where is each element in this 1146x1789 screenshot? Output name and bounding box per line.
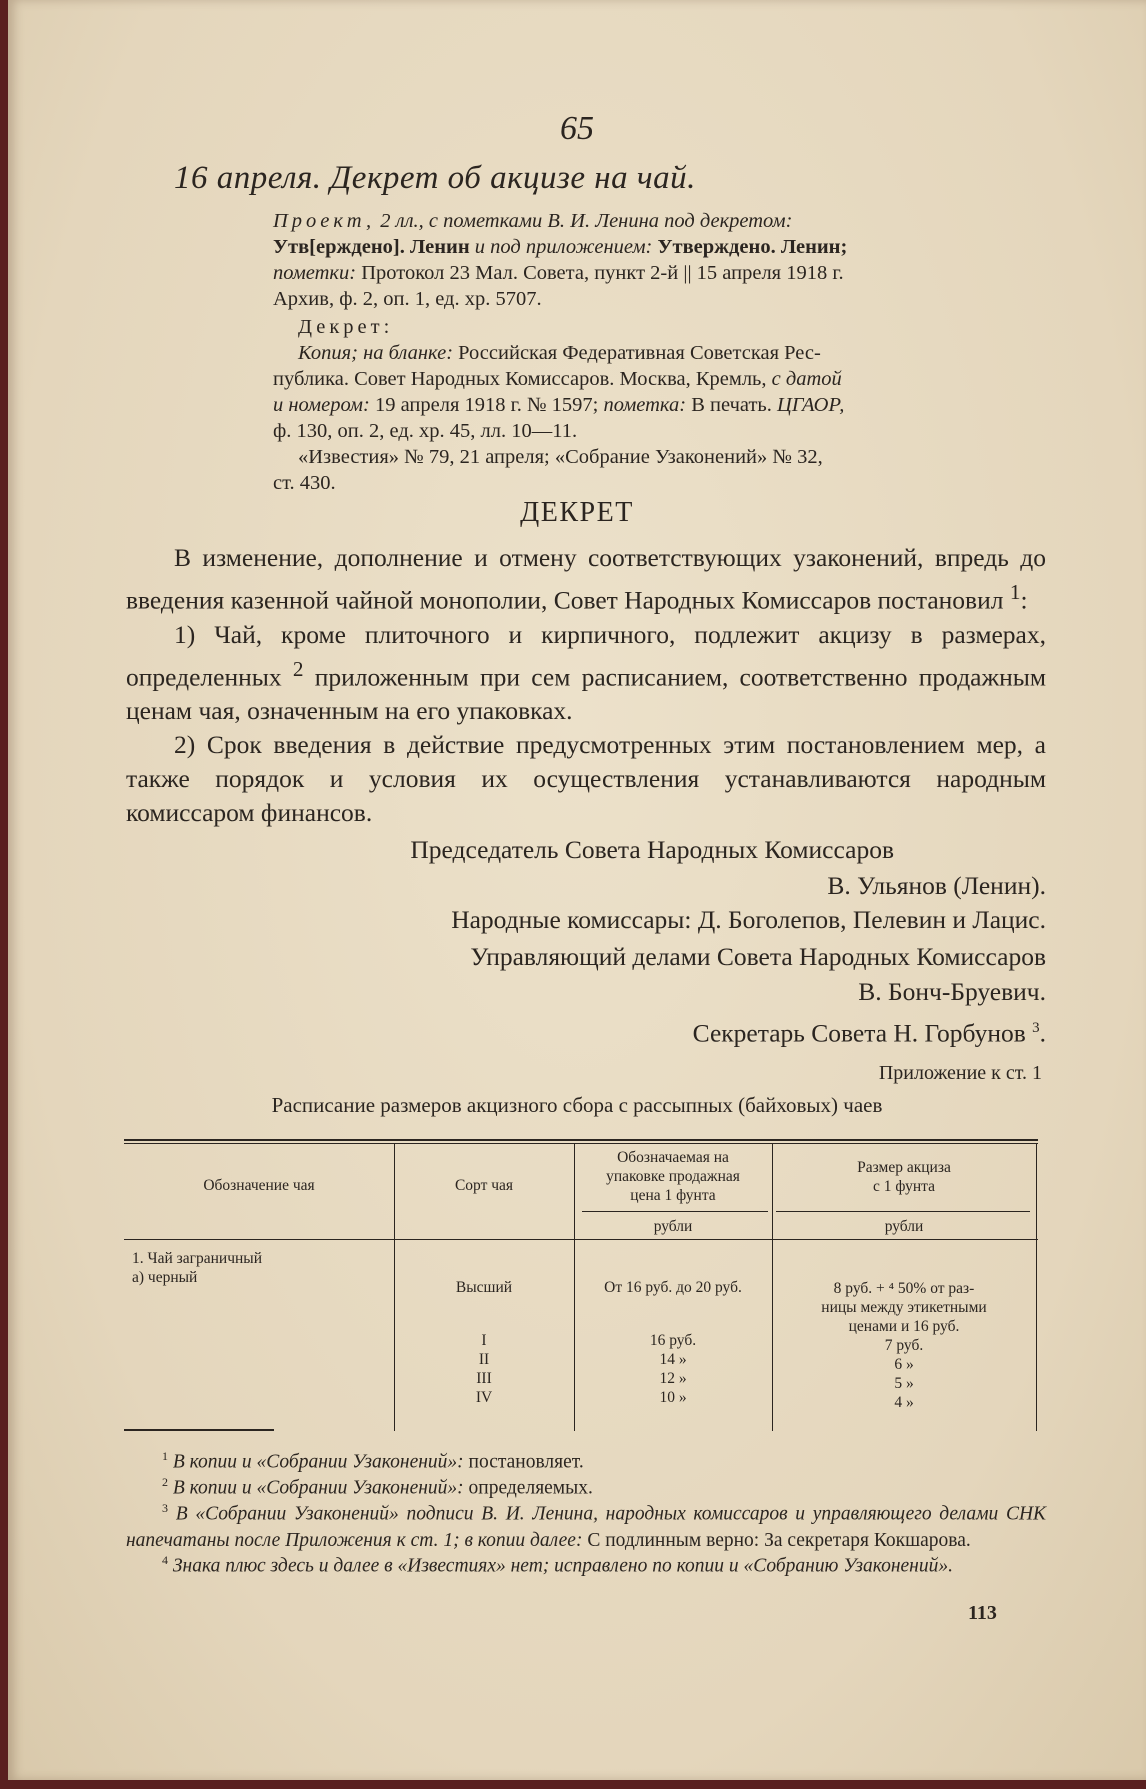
source-copy-line-3: и номером: 19 апреля 1918 г. № 1597; пометка: В печать. ЦГАОР,	[273, 394, 845, 416]
price-unit: рубли	[653, 1218, 693, 1235]
chair-title: Председатель Совета Народных Комиссаров	[410, 835, 894, 864]
table-bottom-rule	[124, 1429, 274, 1431]
page-number: 113	[968, 1602, 997, 1624]
source-copy-line-1: Копия; на бланке: Российская Федеративная Советская Рес-	[298, 342, 821, 364]
grade-top: Высший	[455, 1279, 513, 1296]
source-line-3: пометки: Протокол 23 Мал. Совета, пункт 2-й || 15 апреля 1918 г.	[273, 262, 844, 284]
price-list: 16 руб. 14 » 12 » 10 »	[649, 1332, 697, 1406]
tea-name: 1. Чай заграничный а) черный	[132, 1250, 263, 1286]
decree-point-2: 2) Срок введения в действие предусмотренных этим постановлением мер, а также порядок и условия их осуществления устанавливаются народным комиссаром финансов.	[126, 730, 1046, 827]
secretary: Секретарь Совета Н. Горбунов $^3$.	[692, 1018, 1046, 1048]
source-line-2: Утв[ерждено]. Ленин и под приложением: Утверждено. Ленин;	[273, 236, 848, 258]
book-page	[8, 0, 1146, 1780]
header-excise: Размер акциза с 1 фунта	[857, 1159, 951, 1195]
header-tea-name: Обозначение чая	[203, 1177, 315, 1194]
source-publication-2: ст. 430.	[273, 472, 336, 494]
footnote-2: $^2$ В копии и «Собрании Узаконений»: определяемых.	[162, 1475, 593, 1499]
table-caption: Расписание размеров акцизного сбора с рассыпных (байховых) чаев	[271, 1093, 883, 1117]
source-archive: Архив, ф. 2, оп. 1, ед. хр. 5707.	[273, 288, 542, 310]
table-divider-4	[1036, 1143, 1037, 1431]
chair-name: В. Ульянов (Ленин).	[827, 871, 1046, 900]
footnote-4: $^4$ Знака плюс здесь и далее в «Известиях» нет; исправлено по копии и «Собранию Узаконений».	[162, 1553, 953, 1577]
manager-title: Управляющий делами Совета Народных Комиссаров	[470, 942, 1046, 971]
source-publication-1: «Известия» № 79, 21 апреля; «Собрание Узаконений» № 32,	[298, 446, 823, 468]
grade-list: I II III IV	[475, 1332, 493, 1406]
excise-table	[124, 1131, 1038, 1431]
footnote-3: $^3$ В «Собрании Узаконений» подписи В. И. Ленина, народных комиссаров и управляющего делами СНК напечатаны после Приложения к ст. 1; в копии далее: С подлинным верно: За секретаря Кокшарова.	[126, 1501, 1047, 1551]
footnote-1: $^1$ В копии и «Собрании Узаконений»: постановляет.	[162, 1449, 584, 1473]
commissars: Народные комиссары: Д. Боголепов, Пелевин и Лацис.	[451, 905, 1046, 934]
price-unit-rule	[582, 1211, 768, 1212]
source-line-1: Проект, 2 лл., с пометками В. И. Ленина под декретом:	[273, 210, 793, 232]
source-decree-label: Декрет:	[298, 316, 394, 338]
excise-unit-rule	[776, 1211, 1030, 1212]
header-price: Обозначаемая на упаковке продажная цена 1 фунта	[606, 1149, 740, 1204]
excise-top: 8 руб. + ⁴ 50% от раз- ницы между этикетными ценами и 16 руб.	[821, 1280, 987, 1335]
source-copy-line-2: публика. Совет Народных Комиссаров. Москва, Кремль, с датой	[273, 368, 842, 390]
table-top-rule-2	[124, 1143, 1038, 1144]
decree-text	[126, 541, 1046, 830]
entry-heading: 16 апреля. Декрет об акцизе на чай.	[174, 160, 696, 196]
decree-intro: В изменение, дополнение и отмену соответствующих узаконений, впредь до введения казенной чайной монополии, Совет Народных Комиссаров постановил $^1$:	[126, 543, 1046, 615]
appendix-label: Приложение к ст. 1	[878, 1062, 1042, 1084]
excise-list: 7 руб. 6 » 5 » 4 »	[884, 1337, 924, 1411]
price-top: От 16 руб. до 20 руб.	[604, 1279, 742, 1296]
source-copy-line-4: ф. 130, оп. 2, ед. хр. 45, лл. 10—11.	[273, 420, 578, 442]
excise-unit: рубли	[884, 1218, 924, 1235]
manager-name: В. Бонч-Бруевич.	[858, 977, 1046, 1006]
table-top-rule	[124, 1139, 1038, 1141]
entry-number: 65	[560, 110, 594, 147]
table-header-rule	[124, 1239, 1038, 1240]
decree-title: ДЕКРЕТ	[520, 497, 634, 528]
header-grade: Сорт чая	[454, 1177, 514, 1194]
decree-point-1: 1) Чай, кроме плиточного и кирпичного, подлежит акцизу в размерах, определенных $^2$ приложенным при сем расписанием, соответственно продажным ценам чая, означенным на его упаковках.	[126, 619, 1047, 725]
